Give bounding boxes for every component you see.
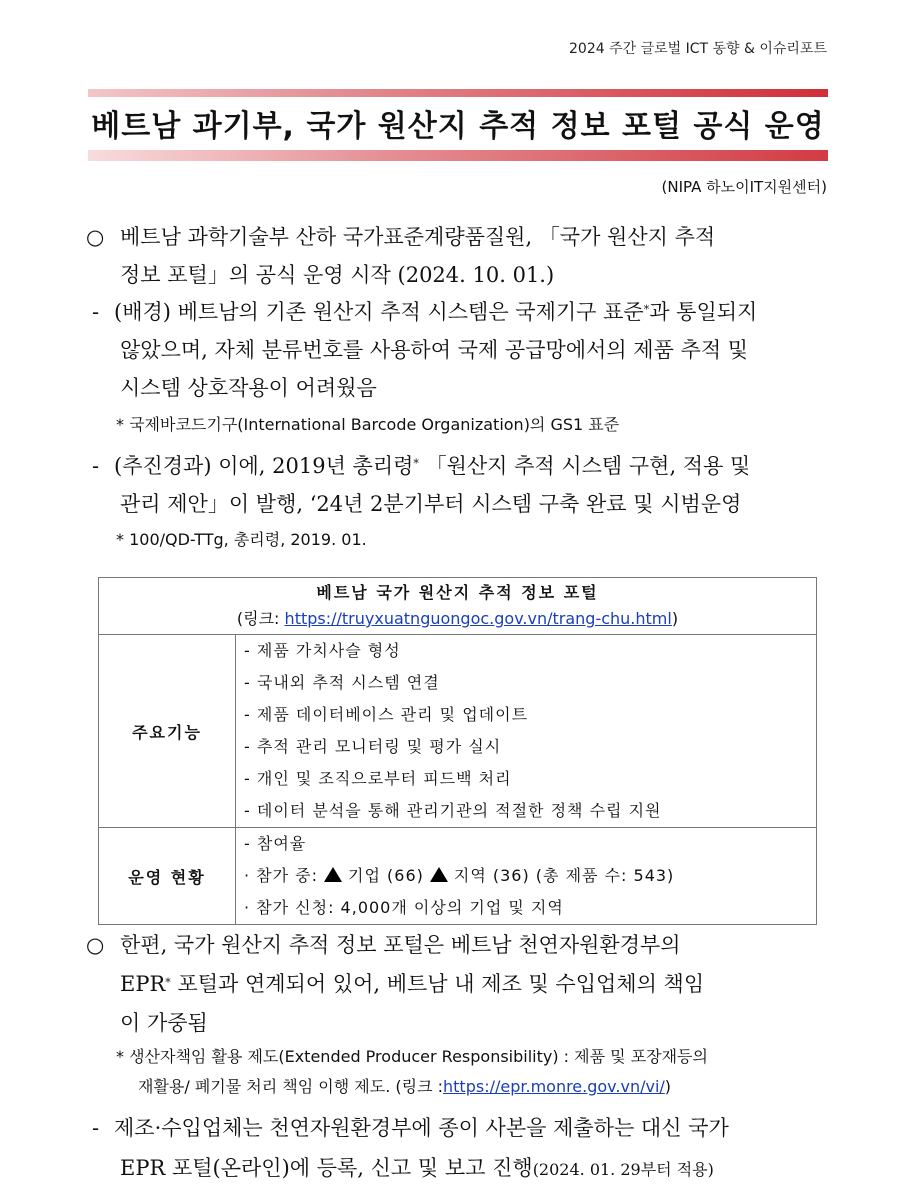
progress-line1a: (추진경과) 이에, 2019년 총리령 [114,454,414,478]
circle-bullet-icon: ○ [86,225,105,249]
epr-link[interactable]: https://epr.monre.gov.vn/vi/ [443,1077,665,1096]
portal-info-table [98,577,817,925]
bullet1-line1: 베트남 과학기술부 산하 국가표준계량품질원, 「국가 원산지 추적 [120,225,716,249]
link-suffix: ) [671,609,679,628]
source-label: (NIPA 하노이IT지원센터) [661,178,827,196]
background-line1a: (배경) 베트남의 기존 원산지 추적 시스템은 국제기구 표준 [114,300,644,324]
circle-bullet-icon: ○ [86,933,105,957]
epr-text: EPR [120,972,166,996]
epr-sup: * [165,976,171,989]
dash-bullet: - [92,300,100,324]
title-bar-bottom [88,150,828,161]
progress-line1b: 「원산지 추적 시스템 구현, 적용 및 [418,454,751,478]
progress-line2: 관리 제안」이 발행, ‘24년 2분기부터 시스템 구축 완료 및 시범운영 [120,492,742,516]
background-footnote: * 국제바코드기구(International Barcode Organization)의 GS1 표준 [116,415,620,434]
bullet1-line2: 정보 포털」의 공식 운영 시작 (2024. 10. 01.) [120,263,555,287]
bullet3-line2 [86,1148,828,1190]
bullet2-line2 [86,965,828,1004]
features-cell [236,635,817,828]
status-cell [236,828,817,925]
portal-link[interactable]: https://truyxuatnguongoc.gov.vn/trang-chu.html [284,609,672,628]
progress-paragraph [86,447,828,523]
status-line1: - 참여율 [244,834,307,853]
epr-footnote-line1: * 생산자책임 활용 제도(Extended Producer Responsibility) : 제품 및 포장재등의 [116,1047,708,1066]
triangle-up-icon [430,867,448,882]
bullet2-line1: 한편, 국가 원산지 추적 정보 포털은 베트남 천연자원환경부의 [120,933,681,957]
bullet-epr-link [86,926,828,1043]
status-line2 [236,860,816,892]
bullet2-line3: 이 가중됨 [120,1011,208,1035]
bullet2-line2b: 포털과 연계되어 있어, 베트남 내 제조 및 수입업체의 책임 [170,972,705,996]
table-title: 베트남 국가 원산지 추적 정보 포털 [316,583,599,602]
epr-note-text: 재활용/ 폐기물 처리 책임 이행 제도. (링크 : [138,1077,444,1096]
status-companies: 기업 (66) [348,866,424,885]
background-sup: * [643,303,650,316]
feature-item: - 제품 가치사슬 형성 [244,641,401,660]
epr-footnote-line2 [116,1072,828,1102]
triangle-up-icon [324,867,342,882]
bullet3-date-note: (2024. 01. 29부터 적용) [532,1160,714,1179]
table-link-line [99,606,816,632]
background-paragraph [86,293,828,407]
title-bar-top [88,89,828,97]
status-participating: · 참가 중: [244,866,319,885]
epr-footnote [116,1042,828,1102]
dash-bullet: - [92,454,100,478]
features-label: 주요기능 [99,635,236,828]
dash-bullet: - [92,1116,100,1140]
status-line3: · 참가 신청: 4,000개 이상의 기업 및 지역 [244,898,564,917]
background-line2: 않았으며, 자체 분류번호를 사용하여 국제 공급망에서의 제품 추적 및 [120,338,749,362]
progress-footnote: * 100/QD-TTg, 총리령, 2019. 01. [116,530,367,549]
status-label: 운영 현황 [99,828,236,925]
bullet3-line2a: EPR 포털(온라인)에 등록, 신고 및 보고 진행 [120,1156,533,1180]
background-line3: 시스템 상호작용이 어려웠음 [120,376,377,400]
epr-note-close: ) [664,1077,672,1096]
bullet3-line1: 제조·수입업체는 천연자원환경부에 종이 사본을 제출하는 대신 국가 [114,1116,729,1140]
feature-item: - 추적 관리 모니터링 및 평가 실시 [244,737,502,756]
link-prefix: (링크: [236,609,285,628]
status-regions: 지역 (36) (총 제품 수: 543) [453,866,675,885]
report-header: 2024 주간 글로벌 ICT 동향 & 이슈리포트 [569,41,827,57]
feature-item: - 제품 데이터베이스 관리 및 업데이트 [244,705,529,724]
progress-sup: * [413,457,419,470]
feature-item: - 개인 및 조직으로부터 피드백 처리 [244,769,512,788]
feature-item: - 국내외 추적 시스템 연결 [244,673,440,692]
manufacturer-paragraph [86,1108,828,1190]
bullet-portal-launch [86,218,828,294]
feature-item: - 데이터 분석을 통해 관리기관의 적절한 정책 수립 지원 [244,801,662,820]
background-line1b: 과 통일되지 [649,300,758,324]
table-header-cell [99,578,817,635]
page-title: 베트남 과기부, 국가 원산지 추적 정보 포털 공식 운영 [91,109,825,144]
